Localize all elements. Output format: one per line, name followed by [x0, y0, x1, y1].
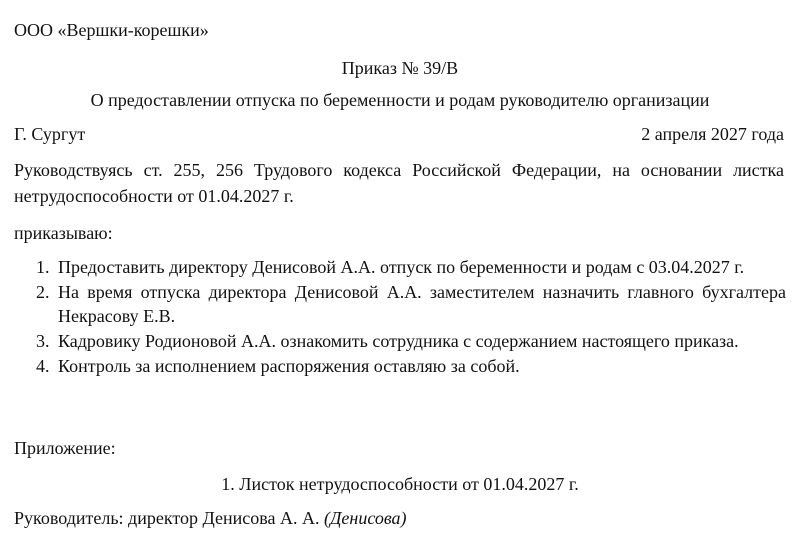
list-item-text: Предоставить директору Денисовой А.А. отпуск по беременности и родам с 03.04.2027 г.: [58, 257, 745, 277]
order-word: приказываю:: [14, 223, 113, 243]
preamble-paragraph: Руководствуясь ст. 255, 256 Трудового кодекса Российской Федерации, на основании листка нетрудоспособности от 01.04.2027 г.: [14, 160, 784, 206]
order-items-list: [36, 255, 786, 379]
list-item-number: 2.: [36, 282, 50, 302]
list-item-text: Кадровику Родионовой А.А. ознакомить сотрудника с содержанием настоящего приказа.: [58, 331, 739, 351]
appendix-item: 1. Листок нетрудоспособности от 01.04.2027 г.: [221, 474, 579, 494]
list-item-number: 1.: [36, 257, 50, 277]
order-subject: О предоставлении отпуска по беременности и родам руководителю организации: [90, 90, 710, 110]
list-item-number: 4.: [36, 356, 50, 376]
list-item: [36, 280, 786, 328]
list-item: [36, 354, 786, 378]
place-date-row: [14, 123, 784, 145]
list-item: [36, 255, 786, 279]
list-item-text: На время отпуска директора Денисовой А.А. заместителем назначить главного бухгалтера Некрасову Е.В.: [58, 282, 786, 326]
list-item-number: 3.: [36, 331, 50, 351]
list-item: [36, 329, 786, 353]
order-title: Приказ № 39/В: [341, 58, 459, 78]
list-item-text: Контроль за исполнением распоряжения оставляю за собой.: [58, 356, 520, 376]
appendix-label: Приложение:: [14, 438, 116, 458]
organization-name: ООО «Вершки-корешки»: [14, 20, 209, 40]
signature-line: [14, 507, 407, 529]
city: Г. Сургут: [14, 124, 86, 144]
order-date: 2 апреля 2027 года: [641, 124, 784, 144]
signature-label: Руководитель: директор Денисова А. А.: [14, 508, 320, 528]
handwritten-signature: (Денисова): [323, 508, 407, 528]
